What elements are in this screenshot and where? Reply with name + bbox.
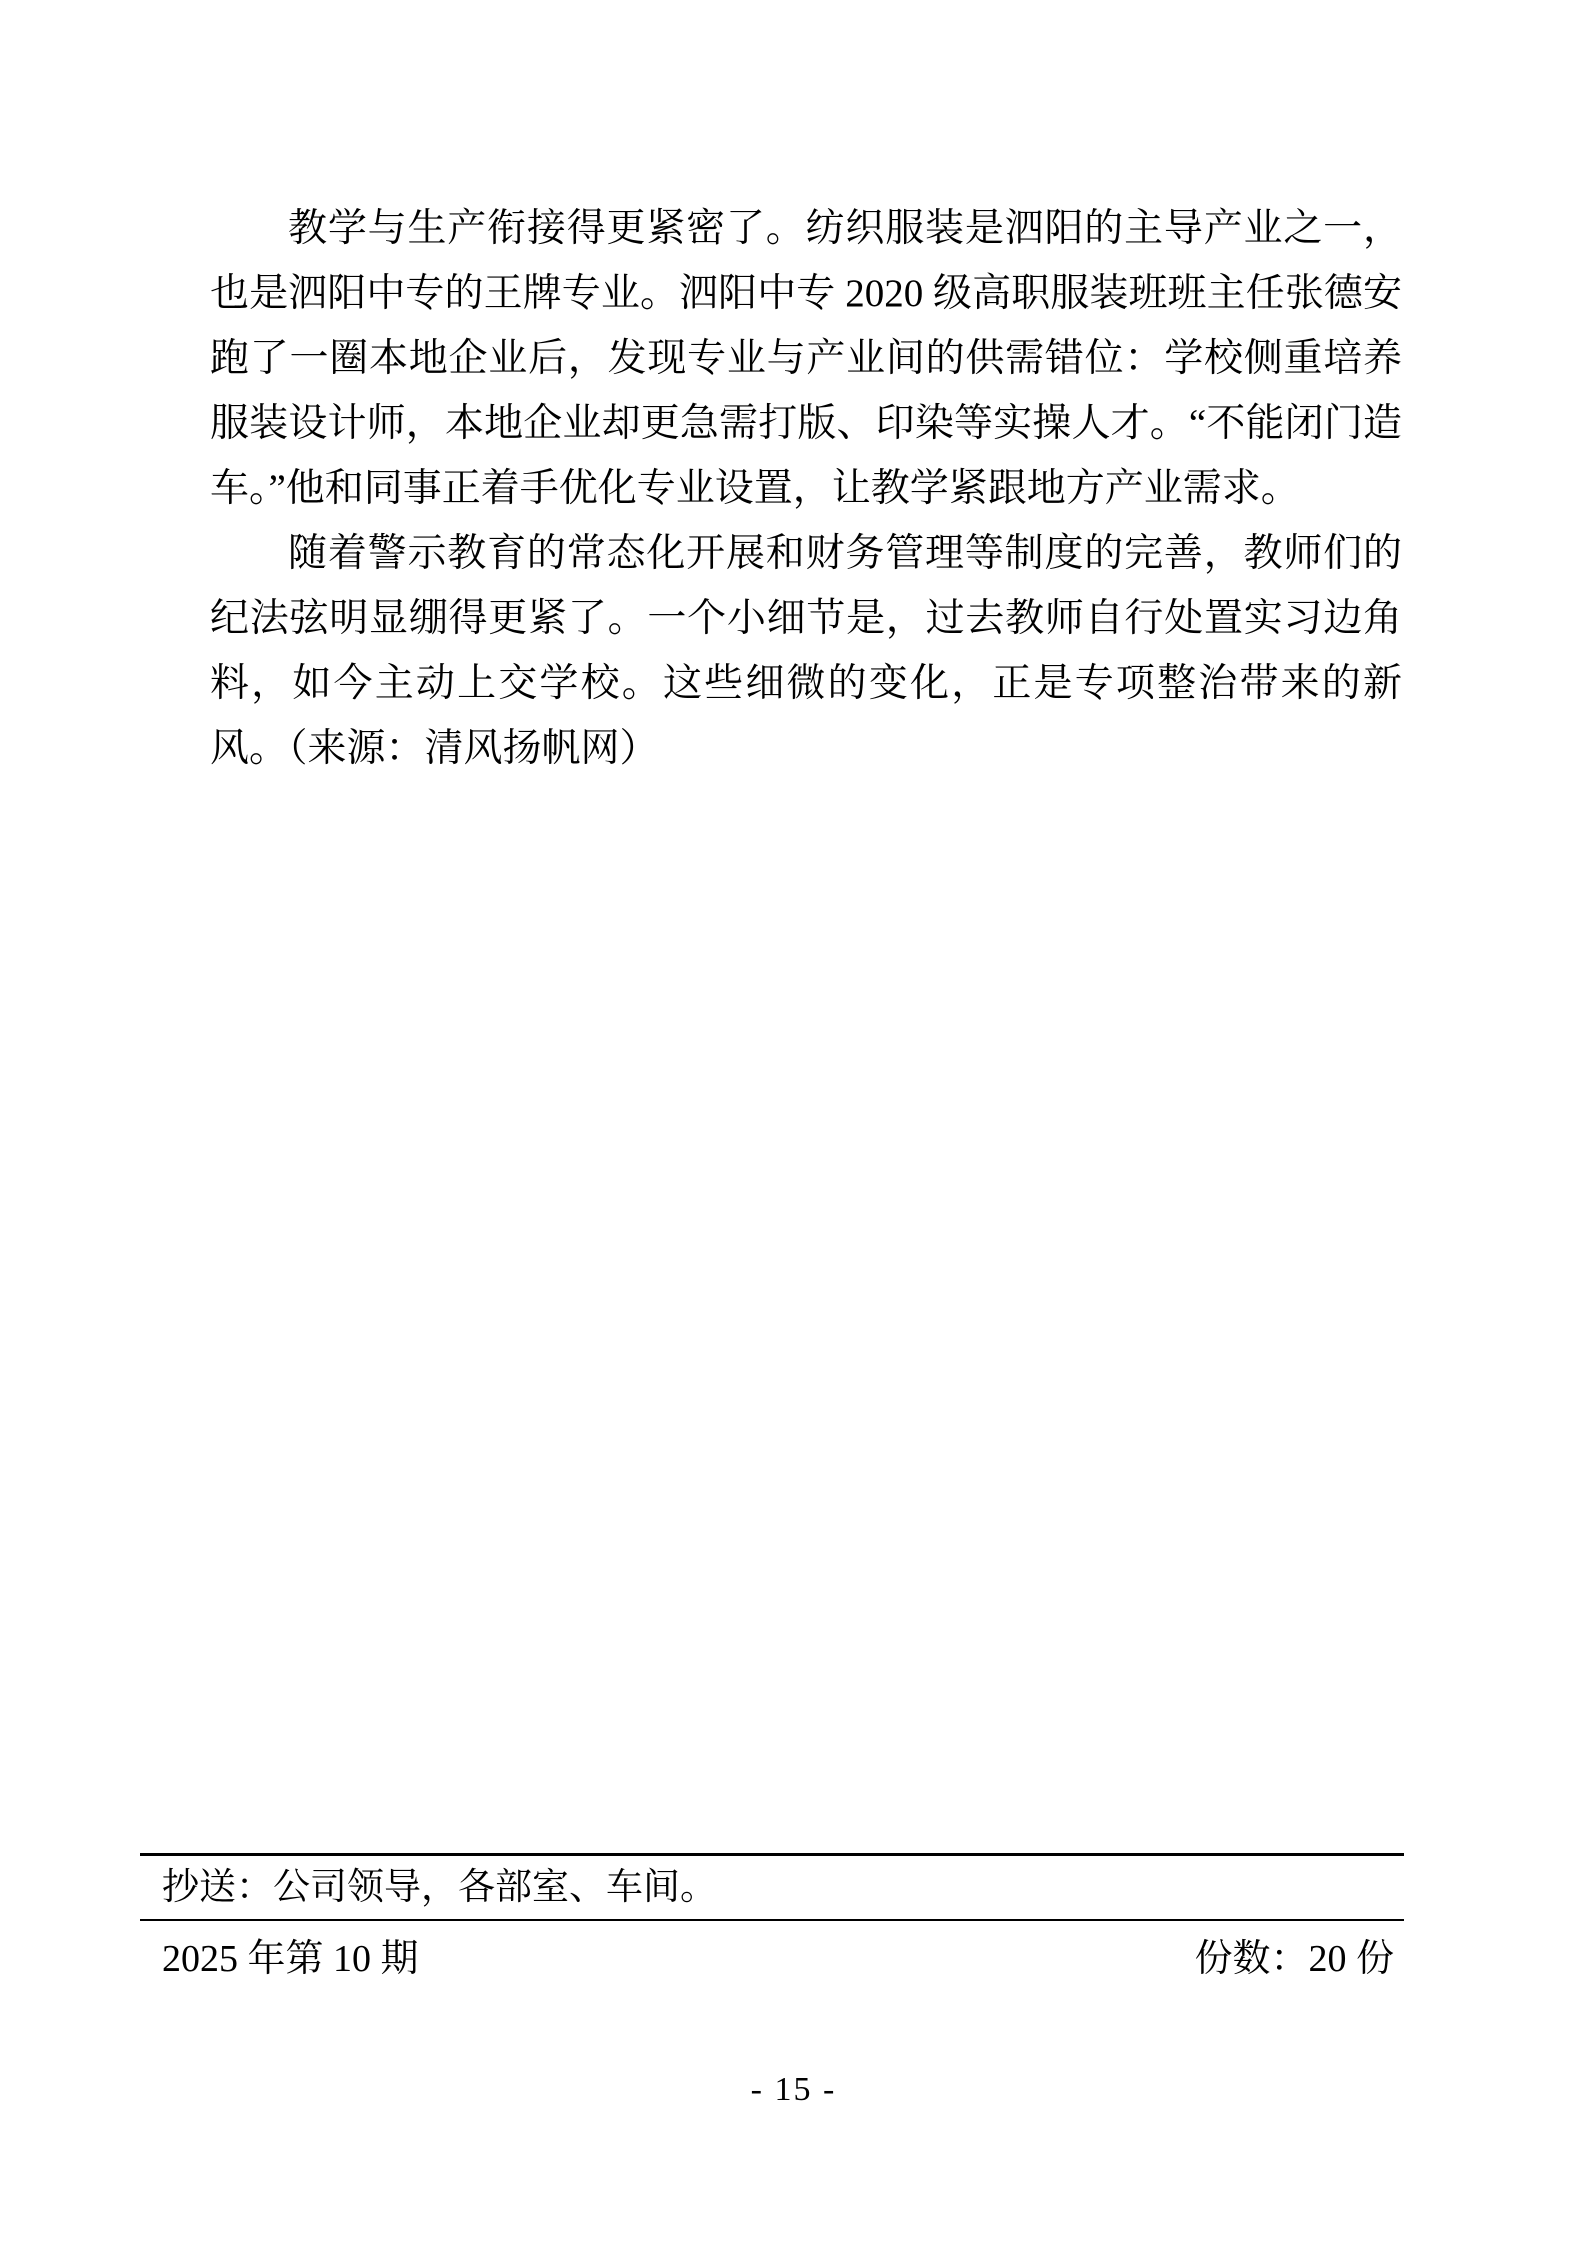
issue-number: 2025 年第 10 期 [162,1938,419,1980]
copies-count: 份数：20 份 [1194,1938,1394,1980]
article-body [210,196,1402,781]
paragraph-discipline-education: 随着警示教育的常态化开展和财务管理等制度的完善，教师们的纪法弦明显绷得更紧了。一个小细节是，过去教师自行处置实习边角料，如今主动上交学校。这些细微的变化，正是专项整治带来的新风。（来源：清风扬帆网） [210,532,1402,770]
issue-info-row [140,1921,1404,1983]
document-footer [140,1853,1404,1983]
page-number: - 15 - [750,2071,837,2108]
cc-distribution-line: 抄送：公司领导，各部室、车间。 [162,1867,717,1908]
paragraph-teaching-production: 教学与生产衔接得更紧密了。纺织服装是泗阳的主导产业之一，也是泗阳中专的王牌专业。泗阳中专 2020 级高职服装班班主任张德安跑了一圈本地企业后，发现专业与产业间的供需错位：学校侧重培养服装设计师，本地企业却更急需打版、印染等实操人才。“不能闭门造车。”他和同事正着手优化专业设置，让教学紧跟地方产业需求。 [210,207,1402,510]
